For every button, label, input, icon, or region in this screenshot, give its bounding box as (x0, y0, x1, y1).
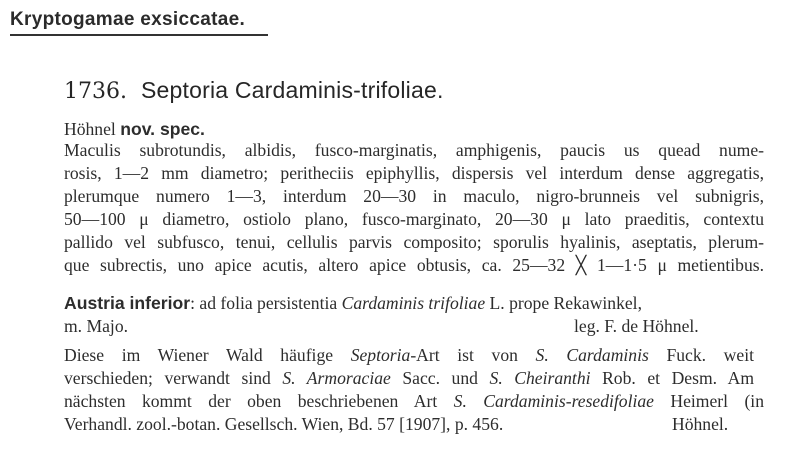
status-label: nov. spec. (120, 119, 205, 139)
species-ref: S. Armoraciae (282, 368, 391, 388)
species-name: Septoria Cardaminis-trifoliae. (140, 77, 444, 103)
species-ref: S. Cardaminis-resedifoliae (453, 391, 654, 411)
author-line (64, 119, 205, 140)
description-line-6: que subrectis, uno apice acutis, altero apice obtusis, ca. 25—32 ╳ 1—1·5 μ metientibus. (64, 255, 764, 275)
host-name: Cardaminis trifoliae (341, 293, 486, 313)
description-line-2: rosis, 1—2 mm diametro; peritheciis epiphyllis, dispersis vel interdum dense aggregatis, (64, 163, 764, 183)
author-name: Höhnel (64, 119, 116, 139)
genus-name: Septoria (350, 345, 411, 365)
note-text: nächsten kommt der oben beschriebenen Art (64, 391, 454, 411)
collector-line: leg. F. de Höhnel. (574, 316, 699, 336)
species-ref: S. Cheiranthi (489, 368, 591, 388)
description-line-5: pallido vel subfusco, tenui, cellulis parvis composito; sporulis hyalinis, aseptatis, plerum- (64, 232, 764, 252)
locality-line (64, 293, 642, 314)
month-line: m. Majo. (64, 316, 129, 336)
note-line-2 (64, 368, 754, 389)
locality-text-a: : ad folia persistentia (190, 293, 342, 313)
description-line-1: Maculis subrotundis, albidis, fusco-marginatis, amphigenis, paucis us quead nume- (64, 140, 764, 160)
description-line-3: plerumque numero 1—3, interdum 20—30 in maculo, nigro-brunneis vel subnigris, (64, 186, 764, 206)
note-text: Rob. et Desm. Am (590, 368, 755, 388)
note-text: verschieden; verwandt sind (64, 368, 283, 388)
signature: Höhnel. (672, 414, 729, 434)
note-text: Fuck. weit (648, 345, 754, 365)
running-title: Kryptogamae exsiccatae. (10, 9, 268, 36)
note-text: Diese im Wiener Wald häufige (64, 345, 351, 365)
species-ref: S. Cardaminis (535, 345, 649, 365)
entry-title (64, 77, 444, 104)
locality-region: Austria inferior (64, 293, 191, 313)
note-text: Heimerl (in (653, 391, 764, 411)
note-line-3 (64, 391, 764, 412)
note-text: -Art ist von (410, 345, 536, 365)
note-line-1 (64, 345, 754, 366)
locality-text-b: L. prope Rekawinkel, (485, 293, 642, 313)
description-line-4: 50—100 μ diametro, ostiolo plano, fusco-marginato, 20—30 μ lato praeditis, contextu (64, 209, 764, 229)
note-text: Sacc. und (390, 368, 490, 388)
note-line-4: Verhandl. zool.-botan. Gesellsch. Wien, Bd. 57 [1907], p. 456. (64, 414, 504, 434)
entry-number: 1736. (64, 79, 127, 104)
